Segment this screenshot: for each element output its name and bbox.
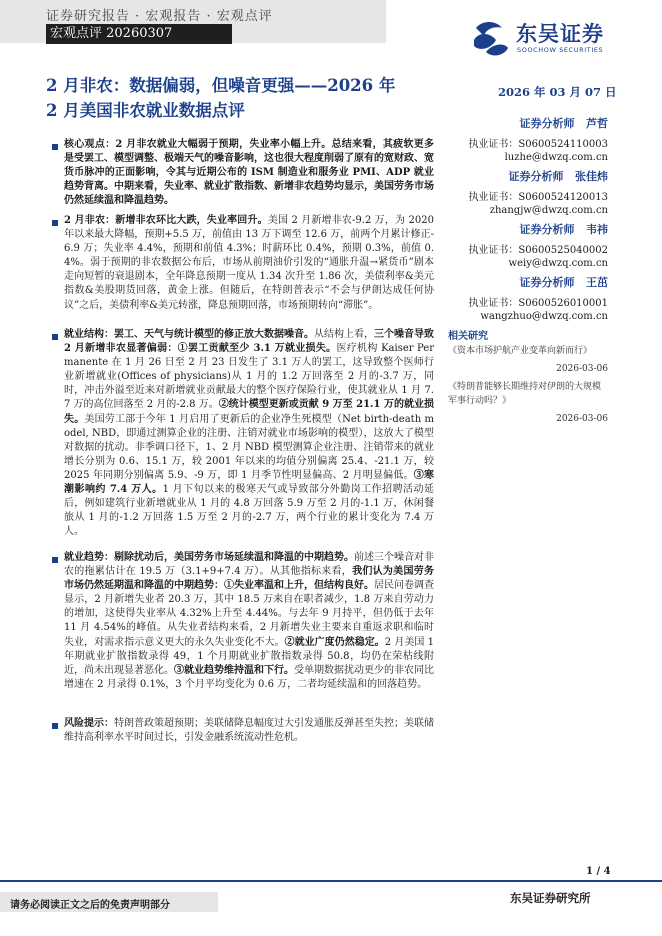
related-research-list (448, 344, 608, 424)
logo-name: 东吴证券 (516, 22, 604, 46)
page-number: 1 / 4 (586, 866, 611, 877)
bullet-icon (52, 557, 58, 563)
analyst-label: 证券分析师 (508, 170, 564, 183)
analyst-name: 王茁 (586, 276, 608, 289)
analyst-email[interactable]: zhangjw@dwzq.com.cn (489, 205, 608, 216)
bullet-icon (52, 334, 58, 340)
analyst-cert: 执业证书：S0600524120013 (468, 192, 608, 203)
analyst-cert: 执业证书：S0600526010001 (468, 298, 608, 309)
analyst-card (448, 168, 608, 216)
disclaimer-text[interactable]: 请务必阅读正文之后的免责声明部分 (10, 900, 170, 911)
employment-structure-paragraph: 就业结构：罢工、天气与统计模型的修正放大数据噪音。从结构上看，三个噪音导致 2 月新增非农显著偏弱：①罢工贡献至少 3.1 万就业损失。医疗机构 Kaiser Permanente 在 1 月 26 日至 2 月 23 日发生了 3.1 万人的罢工，这导致整个医师行业新增就业(Offices of physicians)从 1 月的 1.2 万回落至 2 月的-3.7 万，同时，冲击外溢至近来对新增就业贡献最大的整个医疗保险行业，使其就业从 1 月 7.7 万的高位回落至 2 月的-2.8 万。②统计模型更新或贡献 9 万至 21.1 万的就业损失。美国劳工部于今年 1 月启用了更新后的企业净生死模型（Net birth-death model, NBD，即通过测算企业的注册、注销对就业市场影响的模型），这放大了模型对数据的扰动。非季调口径下，1、2 月 NBD 模型测算企业注册、注销带来的就业增长分别为 0.6、15.1 万，较 2001 年以来的均值分别偏离 25.4、-21.1 万，较 2025 年同期分别偏离 5.9、-9 万，即 1 月季节性明显偏高、2 月明显偏低。③寒潮影响约 7.4 万人。1 月下旬以来的极寒天气或导致部分外勤岗工作招聘活动延后，例如建筑行业新增就业从 1 月的 4.8 万回落 5.9 万至 2 月的-1.1 万，休闲餐旅从 1 月的-1.2 万回落 1.5 万至 2 月的-2.7 万，两个行业的累计变化为 7.4 万人。 (64, 329, 435, 538)
related-item-date: 2026-03-06 (556, 364, 608, 374)
analyst-email[interactable]: wangzhuo@dwzq.com.cn (480, 311, 608, 322)
report-title (46, 73, 436, 123)
analyst-name: 张佳炜 (575, 170, 608, 183)
brand-logo (470, 18, 620, 62)
footer-divider (0, 880, 662, 882)
analyst-block (448, 115, 608, 322)
logo-subtitle: SOOCHOW SECURITIES (517, 46, 604, 54)
analyst-cert: 执业证书：S0600524110003 (468, 139, 608, 150)
logo-mark-icon (470, 18, 512, 60)
analyst-email[interactable]: luzhe@dwzq.com.cn (504, 152, 608, 163)
analyst-cert: 执业证书：S0600525040002 (468, 245, 608, 256)
bullet-icon (52, 220, 58, 226)
bullet-icon (52, 723, 58, 729)
analyst-label: 证券分析师 (519, 223, 575, 236)
analyst-email[interactable]: weiy@dwzq.com.cn (508, 258, 608, 269)
doc-type-label: 宏观点评 20260307 (46, 24, 232, 44)
related-item-title[interactable]: 《特朗普能够长期维持对伊朗的大规模军事行动吗？》 (448, 382, 602, 406)
related-item-title[interactable]: 《资本市场护航产业变革向新而行》 (448, 346, 593, 356)
analyst-name: 芦哲 (586, 117, 608, 130)
title-line-1: 2 月非农：数据偏弱，但噪音更强——2026 年 (46, 76, 396, 95)
analyst-card (448, 115, 608, 163)
analyst-label: 证券分析师 (519, 276, 575, 289)
analyst-label: 证券分析师 (519, 117, 575, 130)
institute-name: 东吴证券研究所 (510, 891, 591, 905)
title-line-2: 2 月美国非农就业数据点评 (46, 101, 245, 120)
bullet-icon (52, 144, 58, 150)
related-item-date: 2026-03-06 (556, 414, 608, 424)
february-payroll-paragraph: 2 月非农：新增非农环比大跌，失业率回升。美国 2 月新增非农-9.2 万，为 2020 年以来最大降幅，预期+5.5 万，前值由 13 万下调至 12.6 万，前两个月累计修正-6.9 万；失业率 4.4%，预期和前值 4.3%；时薪环比 0.4%，预期 0.3%，前值 0.4%。弱于预期的非农数据公布后，市场从前期油价引发的“通胀升温→紧货币”剧本走向短暂的衰退剧本，全年降息预期一度从 1.34 次升至 1.86 次，美债利率&美元指数&美股期货回落，黄金上涨。但随后，在特朗普表示“不会与伊朗达成任何协议”之后，美债利率&美元转涨，降息预期回落，市场预期转向“滞胀”。 (64, 215, 434, 311)
risk-warning-paragraph: 风险提示：特朗普政策超预期；美联储降息幅度过大引发通胀反弹甚至失控；美联储维持高利率水平时间过长，引发金融系统流动性危机。 (64, 718, 434, 744)
employment-trend-paragraph: 就业趋势：剔除扰动后，美国劳务市场延续温和降温的中期趋势。前述三个噪音对非农的拖累估计在 19.5 万（3.1+9+7.4 万）。从其他指标来看，我们认为美国劳务市场仍然延期温和降温的中期趋势：①失业率温和上升，但结构良好。居民问卷调查显示，2 月新增失业者 20.3 万，其中 18.5 万来自在职者减少，1.8 万来自劳动力的增加，这使得失业率从 4.32%上升至 4.44%。与去年 9 月持平，但仍低于去年 11 月 4.54%的峰值。从失业者结构来看，2 月新增失业主要来自重返求职和临时失业，对需求指示意义更大的永久失业变化不大。②就业广度仍然稳定。2 月美国 1 年期就业扩散指数录得 49，1 个月期就业扩散指数录得 50.8，均仍在荣枯线附近，尚未出现显著恶化。③就业趋势维持温和下行。受单期数据扰动更少的非农同比增速在 2 月录得 0.1%，3 个月平均变化为 0.6 万，二者均延续温和的回落趋势。 (64, 552, 435, 690)
report-date: 2026 年 03 月 07 日 (498, 85, 617, 99)
analyst-card (448, 221, 608, 269)
analyst-card (448, 274, 608, 322)
core-view-paragraph: 核心观点：2 月非农就业大幅弱于预期，失业率小幅上升。总结来看，其疲软更多是受罢工、模型调整、极端天气的噪音影响，这也很大程度削弱了原有的宽财政、宽货币脉冲的正面影响，令其与近期公布的 ISM 制造业和服务业 PMI、ADP 就业趋势背离。中期来看，失业率、就业扩散指数、新增非农趋势均显示，美国劳务市场仍然延续温和降温趋势。 (64, 139, 434, 207)
breadcrumb: 证券研究报告 · 宏观报告 · 宏观点评 (46, 9, 273, 24)
analyst-name: 韦祎 (586, 223, 608, 236)
related-research-title: 相关研究 (448, 331, 488, 342)
